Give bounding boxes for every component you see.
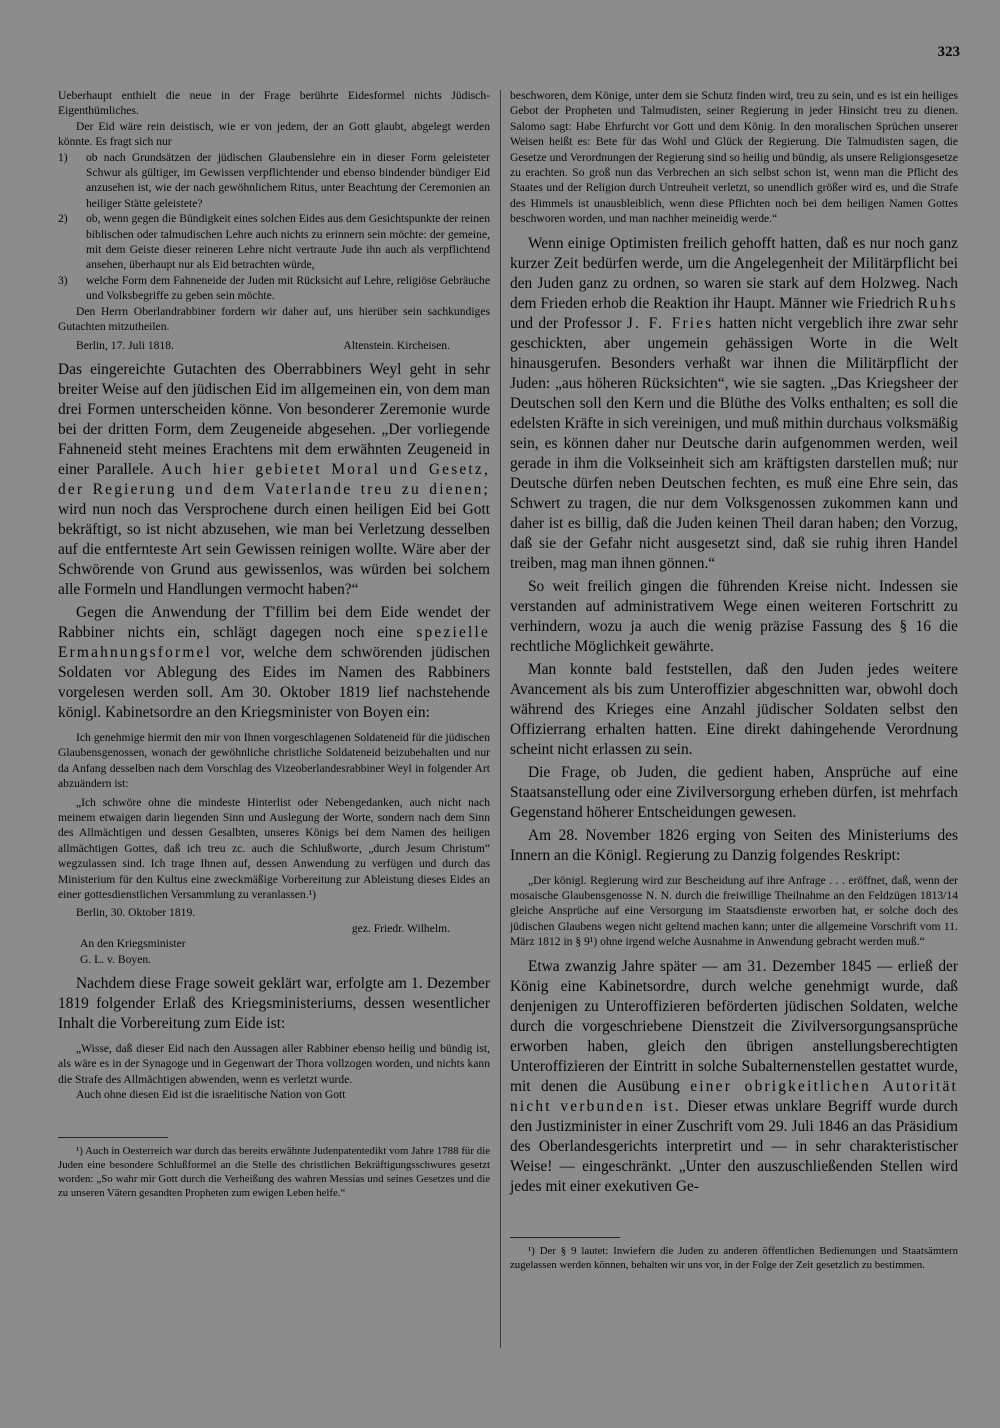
signature-name: gez. Friedr. Wilhelm. [351, 921, 450, 935]
paragraph: „Wisse, daß dieser Eid nach den Aussagen aller Rabbiner ebenso heilig und bündig ist, als wäre es in der Synagoge und in Gegenwart der Thora vollzogen worden, und nichts kann die Strafe des Allmächtigen abwenden, wenn es verletzt wurde. [58, 1042, 490, 1086]
footnote: ¹) Der § 9 lautet: Inwiefern die Juden zu anderen öffentlichen Bedienungen und Staatsämtern zugelassen werden können, behalten wir uns vor, in der Folge der Zeit gesetzlich zu bestimmen. [510, 1244, 958, 1271]
footnote-rule [58, 1137, 168, 1138]
address-line: G. L. v. Boyen. [80, 952, 152, 966]
text-run: Das eingereichte Gutachten des Oberrabbiners Weyl geht in sehr breiter Weise auf den jüdischen Eid im allgemeinen ein, von dem man drei Formen unterscheiden könne. Von besonderer Zeremonie wurde bei der dritten Form, dem Zeugeneide abgesehen. „Der vorliegende Fahneneid steht meines Erachtens mit dem erwähnten Zeugeneid in einer Parallele. [58, 360, 490, 478]
paragraph: So weit freilich gingen die führenden Kreise nicht. Indessen sie verstanden auf administrativem Wege einen weiteren Fortschritt zu verhindern, wozu ja auch die wenig präzise Fassung des § 16 die rechtliche Möglichkeit gewährte. [510, 577, 958, 655]
right-column [510, 88, 958, 1272]
column-divider [500, 90, 501, 1348]
text-run: Wenn einige Optimisten freilich gehofft hatten, daß es nur noch ganz kurzer Zeit bedürfen werde, um die Angelegenheit der Militärpflicht bei den Juden ganz zu ordnen, so waren sie stark auf dem Holzweg. Nach dem Frieden erhob die Reaktion ihr Haupt. Männer wie Friedrich [510, 234, 958, 312]
left-column [58, 88, 490, 1200]
text-run: vor, welche dem schwörenden jüdischen Soldaten vor Ablegung des Eides im Namen des Rabbiners vorgelesen werden soll. Am 30. Oktober 1819 lief nachstehende königl. Kabinetsordre an den Kriegsminister von Boyen ein: [58, 643, 490, 721]
paragraph [510, 234, 958, 574]
paragraph: Man konnte bald feststellen, daß den Juden jedes weitere Avancement als bis zum Unteroffizier abgeschnitten war, obwohl doch während des Krieges eine Anzahl jüdischer Soldaten selbst den Offizierrang erhalten hatten. Eine direkt dahingehende Verordnung scheint nicht erlassen zu sein. [510, 660, 958, 758]
paragraph: Am 28. November 1826 erging von Seiten des Ministeriums des Innern an die Königl. Regierung zu Danzig folgendes Reskript: [510, 826, 958, 864]
footnote-rule [510, 1237, 620, 1238]
text-run-spaced: spezielle Ermahnungsformel [58, 623, 490, 661]
paragraph [510, 957, 958, 1197]
text-run: hatten nicht vergeblich ihre zwar sehr geschickten, aber ungemein gehässigen Worte in die Welt hinausgerufen. Besonders verhaßt war ihnen die Militärpflicht der Juden: „aus höheren Rücksichten“, wie sie sagten. „Das Kriegsheer der Deutschen soll den Kern und die Blüthe des Volks enthalten; es soll die edelsten Kräfte in sich vereinigen, und muß mithin durchaus volksmäßig sein, es können daher nur Deutsche darin aufgenommen werden, weil gerade in ihm die Volkseinheit sich am kräftigsten darstellen muß; nur Deutsche dürfen neben Deutschen fechten, es muß eine Ehre sein, das Schwert zu tragen, die nur dem Volksgenossen zukommen kann und daher ist es billig, daß die Juden keinen Theil daran haben; den Vorzug, daß sie der Gefahr nicht ausgesetzt sind, daß sie ruhig ihren Handel treiben, mag man ihnen gönnen.“ [510, 314, 958, 572]
list-text: ob, wenn gegen die Bündigkeit eines solchen Eides aus dem Gesichtspunkte der reinen biblischen oder talmudischen Lehre auch nichts zu erinnern sein möchte: der gemeine, mit dem Geiste dieser reineren Lehre nicht vertraute Jude ihn auch als verpflichtend ansehen, überhaupt nur als Eid betrachten würde, [86, 212, 490, 272]
text-run-spaced: einer obrigkeitlichen Autorität nicht verbunden ist. [510, 1077, 959, 1115]
page-number: 323 [937, 44, 960, 60]
text-run: Dieser etwas unklare Begriff wurde durch den Justizminister in einer Zuschrift vom 29. Juli 1846 an das Präsidium des Oberlandesgerichts interpretirt und — in sehr charakteristischer Weise! — eingeschränkt. „Unter den auszuschließenden Stellen wird jedes mit einer exekutiven Ge- [510, 1097, 958, 1195]
address-line: An den Kriegsminister [80, 937, 186, 951]
text-run-spaced: J. F. Fries [626, 314, 714, 332]
paragraph: Auch ohne diesen Eid ist die israelitische Nation von Gott [76, 1088, 346, 1102]
text-run-spaced: Auch hier gebietet Moral und Gesetz, der Regierung und dem Vaterlande treu zu dienen; [58, 460, 490, 498]
paragraph: „Der königl. Regierung wird zur Bescheidung auf ihre Anfrage . . . eröffnet, daß, wenn der mosaische Glaubensgenosse N. N. durch die freiwillige Theilnahme an den Feldzügen 1813/14 gleiche Ansprüche auf eine Versorgung im Staatsdienste erworben hat, er solche doch des jüdischen Glaubens wegen nicht geltend machen kann; unter die allgemeine Vorschrift vom 11. März 1812 in § 9¹) ohne irgend welche Ausnahme in Anwendung gebracht werden muß.“ [510, 873, 958, 949]
text-run: und der Professor [510, 314, 622, 332]
paragraph [58, 360, 490, 600]
signature-names: Altenstein. Kircheisen. [343, 338, 450, 352]
list-number: 2) [58, 212, 68, 226]
list-number: 3) [58, 273, 68, 287]
paragraph: Nachdem diese Frage soweit geklärt war, erfolgte am 1. Dezember 1819 folgender Erlaß des Kriegsministeriums, dessen wesentlicher Inhalt die Vorbereitung zum Eide ist: [58, 975, 490, 1032]
text-run: wird nun noch das Versprochene durch einen heiligen Eid bei Gott bekräftigt, so ist nicht abzusehen, wie man bei Verletzung desselben auf die entfernteste Art sein Gewissen reinigen wollte. Wäre aber der Schwörende von Grund aus gewissenlos, was würden bei solchem alle Formeln und Handlungen vermocht haben?“ [58, 500, 490, 598]
list-item [58, 273, 490, 304]
signature-date: Berlin, 17. Juli 1818. [76, 338, 174, 352]
paragraph: Der Eid wäre rein deistisch, wie er von jedem, der an Gott glaubt, abgelegt werden könnte. Es fragt sich nur [58, 119, 490, 149]
paragraph: Den Herrn Oberlandrabbiner fordern wir daher auf, uns hierüber sein sachkundiges Gutachten mitzutheilen. [58, 304, 490, 334]
list-number: 1) [58, 150, 68, 164]
text-run: Etwa zwanzig Jahre später — am 31. Dezember 1845 — erließ der König eine Kabinetsordre, durch welche genehmigt wurde, daß denjenigen zu Unteroffizieren beförderten jüdischen Soldaten, welche durch die vorgeschriebene Dienstzeit die Zivilversorgungsansprüche erworben haben, gleich den übrigen anstellungsberechtigten Unteroffizieren der Eintritt in solche Subalternenstellen gestattet wurde, mit denen die Ausübung [510, 957, 958, 1095]
signature-line [58, 338, 490, 353]
paragraph: beschworen, dem Könige, unter dem sie Schutz finden wird, treu zu sein, und es ist ein heiliges Gebot der Propheten und Talmudisten, seiner Regierung in jeder Hinsicht treu zu dienen. Salomo sagt: Habe Ehrfurcht vor Gott und dem König. In den moralischen Sprüchen unserer Weisen heißt es: Bete für das Wohl und Glück der Regierung. Die Talmudisten sagen, die Gesetze und Verordnungen der Regierung sind so heilig und bündig, als unsere Religionsgesetze zu erachten. So groß nun das Verbrechen an sich selbst schon ist, wenn man die Pflicht des Staates und der Religion durch Untreuheit verletzt, so unendlich größer wird es, und die Strafe des Himmels ist unausbleiblich, wenn diese Pflichten noch bei dem heiligen Namen Gottes beschworen worden, und man nachher meineidig werde.“ [510, 89, 958, 226]
list-item [58, 211, 490, 273]
footnote: ¹) Auch in Oesterreich war durch das bereits erwähnte Judenpatentedikt vom Jahre 1788 für die Juden eine besondere Schlußformel an die Stelle des christlichen Bekräftigungsschwures gesetzt worden: „So wahr mir Gott durch die Verheißung des wahren Messias und seines Gesetzes und die zu unseren Vätern gesandten Propheten zum ewigen Leben helfe.“ [58, 1144, 490, 1199]
paragraph [58, 603, 490, 723]
list-text: welche Form dem Fahneneide der Juden mit Rücksicht auf Lehre, religiöse Gebräuche und Volksbegriffe zu geben sein möchte. [86, 273, 490, 303]
text-run: Gegen die Anwendung der T'fillim bei dem Eide wendet der Rabbiner nichts ein, schlägt dagegen noch eine [58, 603, 490, 641]
paragraph: Ich genehmige hiermit den mir von Ihnen vorgeschlagenen Soldateneid für die jüdischen Glaubensgenossen, wonach der gewöhnliche christliche Soldateneid beizubehalten und nur da Anfang desselben nach dem Vorschlag des Vizeoberlandesrabbiner Weyl in folgender Art abzuändern ist: [58, 730, 490, 791]
question-list [58, 150, 490, 304]
paragraph: Ueberhaupt enthielt die neue in der Frage berührte Eidesformel nichts Jüdisch-Eigenthümliches. [58, 89, 490, 118]
signature-date: Berlin, 30. Oktober 1819. [76, 906, 196, 920]
text-run-spaced: Ruhs [917, 294, 958, 312]
paragraph: „Ich schwöre ohne die mindeste Hinterlist oder Nebengedanken, auch nicht nach meinem etwaigen darin liegenden Sinn und Auslegung der Worte, sondern nach dem Sinn des Allmächtigen und dessen Gesalbten, unseres Königs bei dem Namen des heiligen allmächtigen Gottes, daß ich treu zc. auch die Schlußworte, „durch Jesum Christum“ wegzulassen sind. Ich trage Ihnen auf, dessen Anwendung zu verfügen und durch das Ministerium für den Kultus eine zweckmäßige Vorbereitung zur Ableistung dieses Eides an einer gottesdienstlichen Versammlung zu veranlassen.¹) [58, 795, 490, 901]
paragraph: Die Frage, ob Juden, die gedient haben, Ansprüche auf eine Staatsanstellung oder eine Zivilversorgung erheben dürfen, ist mehrfach Gegenstand höherer Entscheidungen gewesen. [510, 763, 958, 821]
list-text: ob nach Grundsätzen der jüdischen Glaubenslehre ein in dieser Form geleisteter Schwur als gültiger, im Gewissen verpflichtender und ebenso bindender bündiger Eid anzusehen ist, wie der nach gewöhnlichem Ritus, unter Beachtung der Ceremonien an heiliger Stätte geleistete? [86, 150, 490, 210]
list-item [58, 150, 490, 212]
